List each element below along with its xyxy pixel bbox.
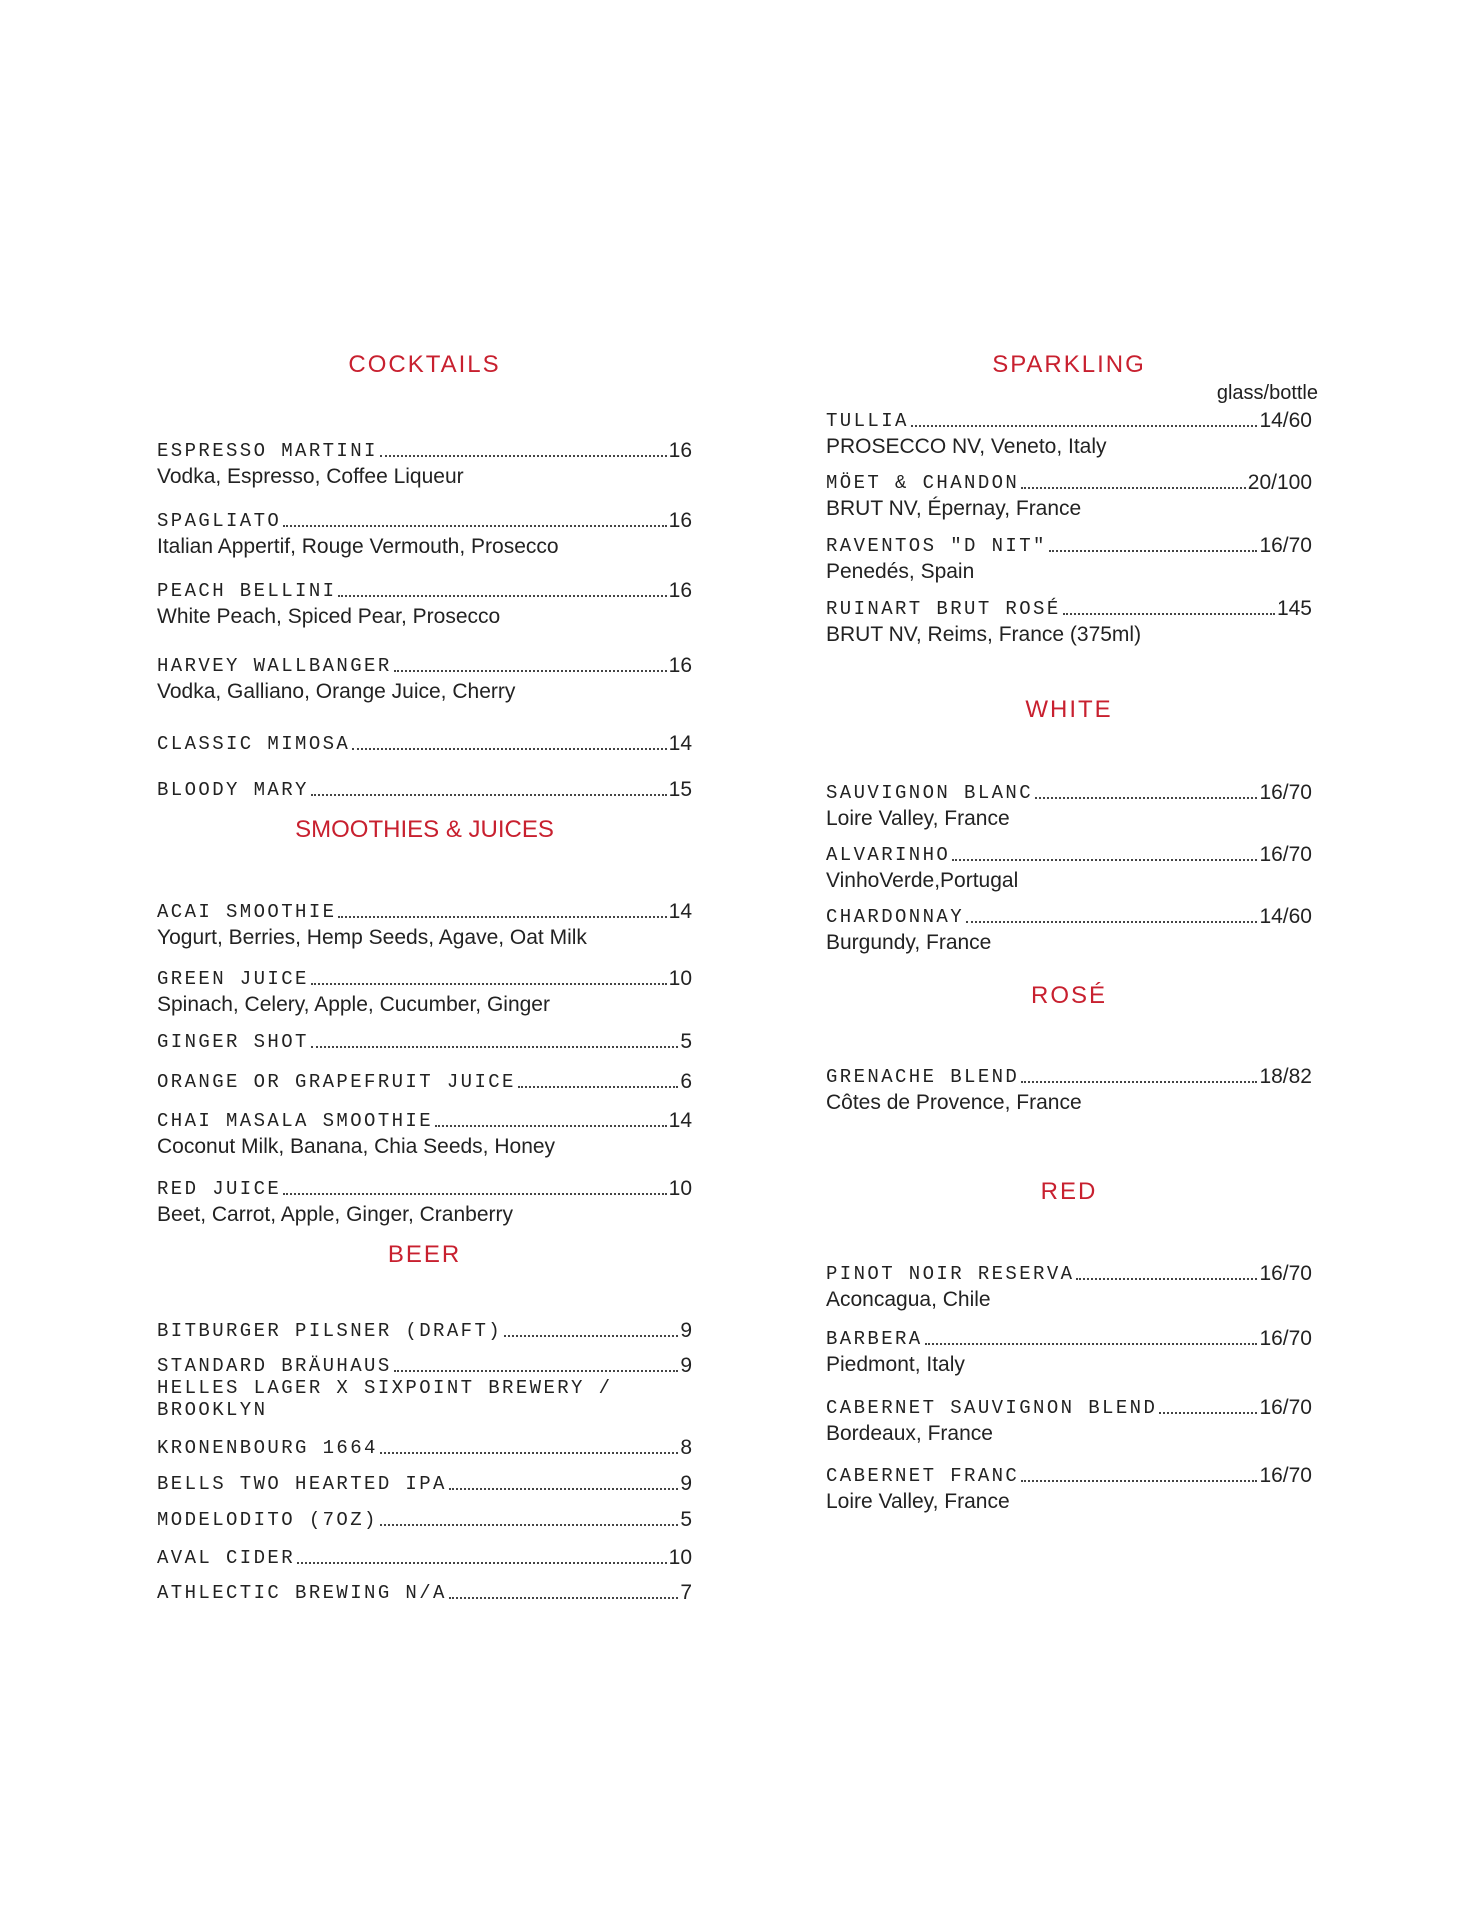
item-price: 16/70 <box>1259 1464 1312 1487</box>
item-description: PROSECCO NV, Veneto, Italy <box>826 435 1107 458</box>
item-name: GINGER SHOT <box>157 1031 309 1053</box>
item-name: PEACH BELLINI <box>157 580 337 602</box>
item-price: 14 <box>668 1109 692 1132</box>
dot-leader <box>1076 1277 1257 1280</box>
menu-item <box>157 1547 692 1569</box>
dot-leader <box>449 1487 678 1490</box>
item-description: Côtes de Provence, France <box>826 1091 1082 1114</box>
item-name: KRONENBOURG 1664 <box>157 1437 378 1459</box>
item-price: 14/60 <box>1259 905 1312 928</box>
menu-item <box>826 906 1312 955</box>
item-price: 7 <box>680 1581 692 1604</box>
item-price: 16 <box>668 654 692 677</box>
item-name: SPAGLIATO <box>157 510 282 532</box>
menu-item <box>157 1473 692 1495</box>
dot-leader <box>518 1085 678 1088</box>
item-name: RUINART BRUT ROSÉ <box>826 598 1061 620</box>
item-description: Beet, Carrot, Apple, Ginger, Cranberry <box>157 1203 514 1226</box>
item-name: PINOT NOIR RESERVA <box>826 1263 1075 1285</box>
section-heading: SPARKLING <box>992 351 1146 378</box>
item-name: CLASSIC MIMOSA <box>157 733 351 755</box>
dot-leader <box>311 1045 678 1048</box>
item-name: AVAL CIDER <box>157 1547 296 1569</box>
item-price: 5 <box>680 1508 692 1531</box>
section-heading: WHITE <box>1025 696 1113 723</box>
beer-section <box>157 1240 692 1604</box>
section-heading: COCKTAILS <box>348 351 501 378</box>
item-name: ATHLECTIC BREWING N/A <box>157 1582 447 1604</box>
menu-item <box>157 779 692 801</box>
dot-leader <box>504 1334 678 1337</box>
menu-item <box>826 844 1312 893</box>
item-description: Burgundy, France <box>826 931 992 954</box>
item-description: White Peach, Spiced Pear, Prosecco <box>157 605 501 628</box>
item-name: BLOODY MARY <box>157 779 309 801</box>
item-name: STANDARD BRÄUHAUS <box>157 1355 392 1377</box>
item-price: 15 <box>668 778 692 801</box>
dot-leader <box>297 1561 667 1564</box>
menu-item <box>826 535 1312 584</box>
item-price: 8 <box>680 1436 692 1459</box>
item-price: 9 <box>680 1472 692 1495</box>
pricing-note: glass/bottle <box>1216 382 1318 404</box>
menu-item <box>157 1582 692 1604</box>
item-name: ORANGE OR GRAPEFRUIT JUICE <box>157 1071 516 1093</box>
menu-item <box>157 1110 692 1159</box>
red-section <box>826 1177 1312 1513</box>
item-price: 16/70 <box>1259 1396 1312 1419</box>
menu-item <box>826 1328 1312 1377</box>
section-heading: SMOOTHIES & JUICES <box>295 816 554 843</box>
section-heading: RED <box>1040 1178 1098 1205</box>
menu-item <box>157 1071 692 1093</box>
item-name: GREEN JUICE <box>157 968 309 990</box>
dot-leader <box>394 1369 679 1372</box>
item-name: ALVARINHO <box>826 844 951 866</box>
item-name: MODELODITO (7OZ) <box>157 1509 378 1531</box>
white-section <box>826 695 1312 954</box>
item-name: HARVEY WALLBANGER <box>157 655 392 677</box>
dot-leader <box>311 793 667 796</box>
item-price: 6 <box>680 1070 692 1093</box>
dot-leader <box>394 669 667 672</box>
item-name: BITBURGER PILSNER (DRAFT) <box>157 1320 503 1342</box>
item-name: CABERNET FRANC <box>826 1465 1020 1487</box>
item-description: VinhoVerde,Portugal <box>826 869 1019 892</box>
item-price: 10 <box>668 1546 692 1569</box>
item-name: BELLS TWO HEARTED IPA <box>157 1473 447 1495</box>
dot-leader <box>911 424 1258 427</box>
item-price: 16 <box>668 439 692 462</box>
item-description: Italian Appertif, Rouge Vermouth, Prosecco <box>157 535 559 558</box>
menu-item <box>826 472 1312 521</box>
dot-leader <box>966 920 1257 923</box>
item-name: RAVENTOS "D NIT" <box>826 535 1047 557</box>
menu-item <box>157 1178 692 1227</box>
item-name: SAUVIGNON BLANC <box>826 782 1034 804</box>
item-description: BRUT NV, Épernay, France <box>826 497 1082 520</box>
dot-leader <box>435 1124 667 1127</box>
item-price: 20/100 <box>1247 471 1312 494</box>
section-heading: BEER <box>387 1241 462 1268</box>
dot-leader <box>338 594 666 597</box>
item-name-continued: HELLES LAGER X SIXPOINT BREWERY / BROOKLYN <box>157 1377 613 1421</box>
item-description: Yogurt, Berries, Hemp Seeds, Agave, Oat Milk <box>157 926 587 949</box>
item-price: 14 <box>668 732 692 755</box>
item-name: GRENACHE BLEND <box>826 1066 1020 1088</box>
item-description: Piedmont, Italy <box>826 1353 965 1376</box>
menu-item <box>157 1437 692 1459</box>
section-heading: ROSÉ <box>1030 982 1107 1009</box>
smoothies-section <box>157 815 692 1226</box>
dot-leader <box>311 982 667 985</box>
item-price: 16/70 <box>1259 843 1312 866</box>
item-description: BRUT NV, Reims, France (375ml) <box>826 623 1142 646</box>
dot-leader <box>283 1192 666 1195</box>
menu-item <box>157 655 692 704</box>
item-price: 10 <box>668 967 692 990</box>
dot-leader <box>283 524 666 527</box>
dot-leader <box>449 1596 678 1599</box>
item-price: 10 <box>668 1177 692 1200</box>
menu-item <box>826 1066 1312 1115</box>
item-price: 9 <box>680 1354 692 1377</box>
dot-leader <box>1021 1080 1257 1083</box>
item-name: ESPRESSO MARTINI <box>157 440 378 462</box>
item-price: 16/70 <box>1259 1327 1312 1350</box>
item-description: Spinach, Celery, Apple, Cucumber, Ginger <box>157 993 550 1016</box>
dot-leader <box>952 858 1257 861</box>
dot-leader <box>1063 612 1275 615</box>
menu-item <box>157 1320 692 1342</box>
dot-leader <box>1159 1411 1257 1414</box>
menu-item <box>826 1263 1312 1312</box>
item-description: Coconut Milk, Banana, Chia Seeds, Honey <box>157 1135 556 1158</box>
menu-item <box>157 1031 692 1053</box>
item-name: CHAI MASALA SMOOTHIE <box>157 1110 434 1132</box>
dot-leader <box>352 747 666 750</box>
dot-leader <box>380 1451 678 1454</box>
item-description: Penedés, Spain <box>826 560 975 583</box>
menu-item <box>157 510 692 559</box>
item-price: 145 <box>1276 597 1312 620</box>
item-name: MÖET & CHANDON <box>826 472 1020 494</box>
menu-item <box>157 901 692 950</box>
menu-item <box>157 580 692 629</box>
item-description: Aconcagua, Chile <box>826 1288 991 1311</box>
item-price: 16 <box>668 579 692 602</box>
menu-item <box>826 782 1312 831</box>
item-description: Vodka, Espresso, Coffee Liqueur <box>157 465 464 488</box>
dot-leader <box>1035 796 1257 799</box>
menu-item <box>826 410 1312 459</box>
item-name: TULLIA <box>826 410 909 432</box>
item-description: Loire Valley, France <box>826 1490 1010 1513</box>
item-description: Vodka, Galliano, Orange Juice, Cherry <box>157 680 516 703</box>
dot-leader <box>1021 486 1246 489</box>
item-price: 5 <box>680 1030 692 1053</box>
menu-item <box>157 968 692 1017</box>
dot-leader <box>925 1342 1258 1345</box>
item-price: 14 <box>668 900 692 923</box>
menu-item <box>157 1355 692 1421</box>
item-price: 16/70 <box>1259 781 1312 804</box>
item-price: 16 <box>668 509 692 532</box>
dot-leader <box>1021 1479 1257 1482</box>
dot-leader <box>380 454 667 457</box>
item-name: ACAI SMOOTHIE <box>157 901 337 923</box>
item-price: 14/60 <box>1259 409 1312 432</box>
menu-item <box>826 1397 1312 1446</box>
item-name: RED JUICE <box>157 1178 282 1200</box>
item-price: 18/82 <box>1259 1065 1312 1088</box>
cocktails-section <box>157 350 692 801</box>
dot-leader <box>380 1523 678 1526</box>
dot-leader <box>338 915 666 918</box>
menu-item <box>157 733 692 755</box>
item-name: CABERNET SAUVIGNON BLEND <box>826 1397 1158 1419</box>
item-name: CHARDONNAY <box>826 906 965 928</box>
item-description: Loire Valley, France <box>826 807 1010 830</box>
item-price: 16/70 <box>1259 1262 1312 1285</box>
dot-leader <box>1049 549 1258 552</box>
menu-item <box>157 1509 692 1531</box>
item-description: Bordeaux, France <box>826 1422 993 1445</box>
menu-item <box>157 440 692 489</box>
item-price: 16/70 <box>1259 534 1312 557</box>
item-price: 9 <box>680 1319 692 1342</box>
menu-item <box>826 598 1312 647</box>
rose-section <box>826 981 1312 1114</box>
menu-item <box>826 1465 1312 1514</box>
item-name: BARBERA <box>826 1328 923 1350</box>
sparkling-section <box>826 350 1318 646</box>
